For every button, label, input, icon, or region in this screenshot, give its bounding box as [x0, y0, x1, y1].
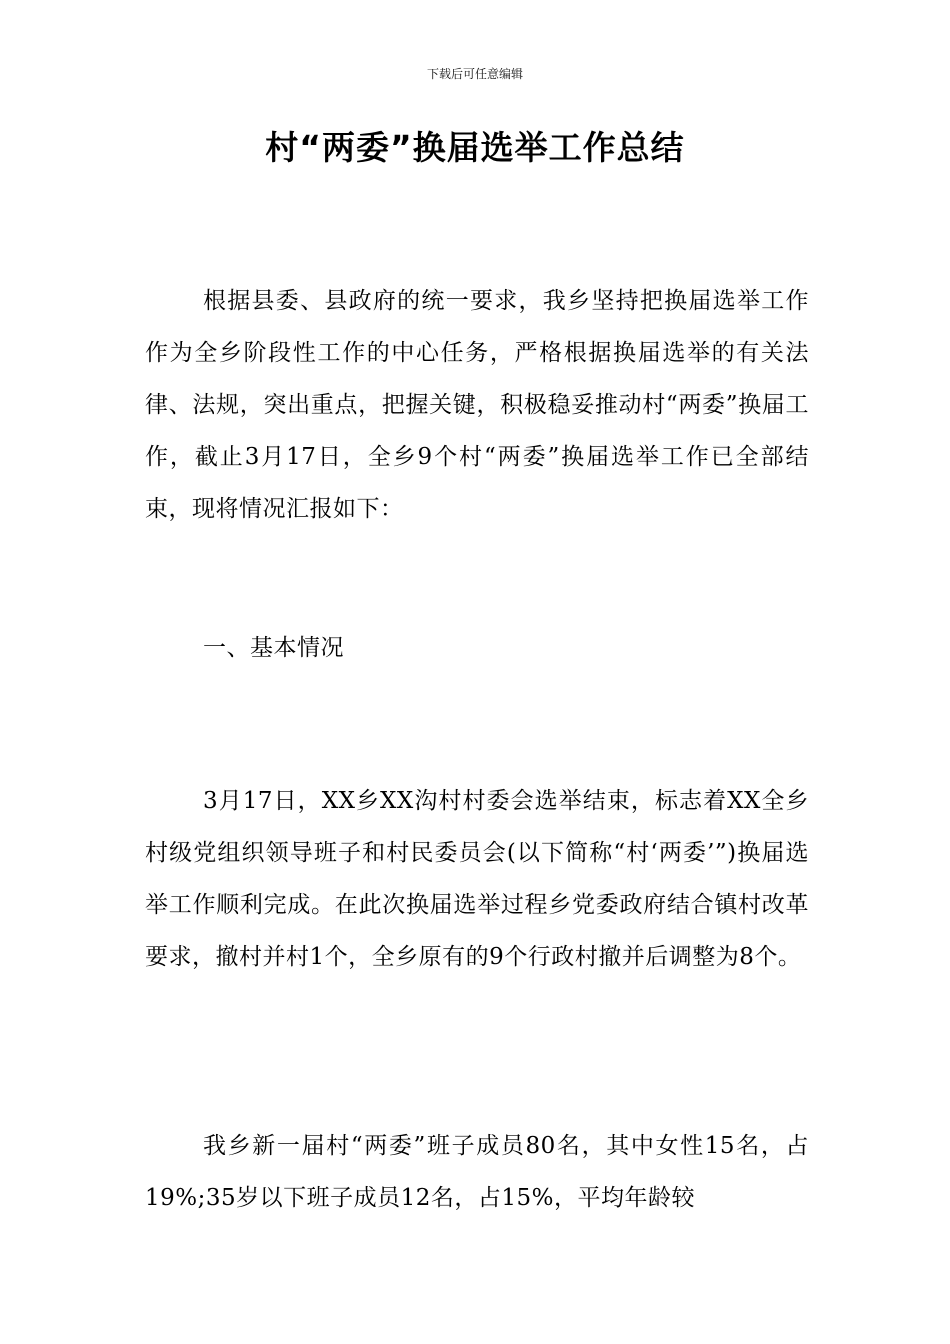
section-heading-basic-situation: 一、基本情况 — [203, 635, 344, 661]
intro-paragraph: 根据县委、县政府的统一要求，我乡坚持把换届选举工作作为全乡阶段性工作的中心任务，严格根据换届选举的有关法律、法规，突出重点，把握关键，积极稳妥推动村“两委”换届工作，截止3月17日，全乡9个村“两委”换届选举工作已全部结束，现将情况汇报如下： — [145, 288, 809, 522]
document-title: 村“两委”换届选举工作总结 — [265, 128, 685, 167]
body-paragraph: 我乡新一届村“两委”班子成员80名，其中女性15名，占19%;35岁以下班子成员12名，占15%，平均年龄较 — [145, 1133, 809, 1211]
body-paragraph: 3月17日，XX乡XX沟村村委会选举结束，标志着XX全乡村级党组织领导班子和村民委员会(以下简称“村‘两委’”)换届选举工作顺利完成。在此次换届选举过程乡党委政府结合镇村改革要求，撤村并村1个，全乡原有的9个行政村撤并后调整为8个。 — [145, 788, 809, 970]
header-note: 下载后可任意编辑 — [426, 67, 523, 81]
